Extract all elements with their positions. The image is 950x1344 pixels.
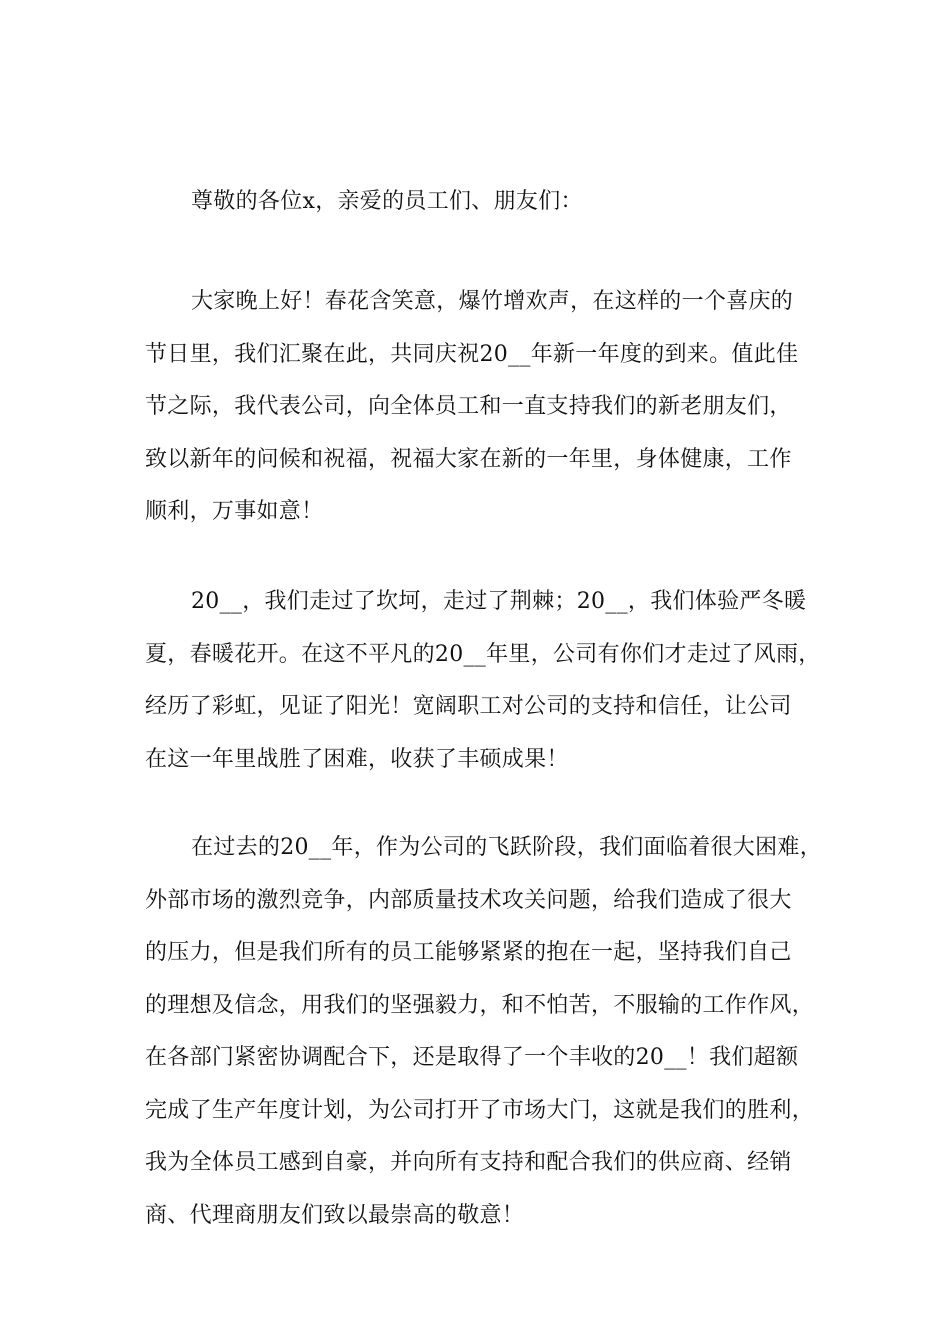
paragraph-line: 我为全体员工感到自豪，并向所有支持和配合我们的供应商、经销 bbox=[145, 1150, 792, 1175]
paragraph-line: 致以新年的问候和祝福，祝福大家在新的一年里，身体健康，工作 bbox=[145, 446, 792, 472]
paragraph-line: 顺利，万事如意！ bbox=[145, 499, 324, 524]
paragraph-line: 节日里，我们汇聚在此，共同庆祝20__年新一年度的到来。值此佳 bbox=[145, 341, 799, 367]
salutation bbox=[145, 176, 810, 229]
paragraph-line: 商、代理商朋友们致以最崇高的敬意！ bbox=[145, 1202, 525, 1228]
paragraph-line: 经历了彩虹，见证了阳光！宽阔职工对公司的支持和信任，让公司 bbox=[145, 694, 792, 719]
paragraph-line: 夏，春暖花开。在这不平凡的20__年里，公司有你们才走过了风雨， bbox=[145, 641, 821, 667]
paragraph-line: 大家晚上好！春花含笑意，爆竹增欢声，在这样的一个喜庆的 bbox=[191, 289, 794, 314]
paragraph-line: 完成了生产年度计划，为公司打开了市场大门，这就是我们的胜利， bbox=[145, 1097, 815, 1123]
paragraph-2 bbox=[145, 576, 821, 786]
salutation-line: 尊敬的各位x，亲爱的员工们、朋友们： bbox=[191, 189, 583, 214]
paragraph-line: 在过去的20__年，作为公司的飞跃阶段，我们面临着很大困难， bbox=[191, 835, 822, 860]
paragraph-line: 外部市场的激烈竞争，内部质量技术攻关问题，给我们造成了很大 bbox=[145, 887, 792, 913]
paragraph-3 bbox=[145, 822, 822, 1242]
paragraph-line: 20__，我们走过了坎坷，走过了荆棘；20__，我们体验严冬暖 bbox=[191, 589, 807, 614]
paragraph-line: 节之际，我代表公司，向全体员工和一直支持我们的新老朋友们， bbox=[145, 394, 792, 419]
paragraph-line: 的理想及信念，用我们的坚强毅力，和不怕苦，不服输的工作作风， bbox=[145, 992, 815, 1018]
paragraph-line: 的压力，但是我们所有的员工能够紧紧的抱在一起，坚持我们自己 bbox=[145, 940, 792, 965]
paragraph-1 bbox=[145, 276, 810, 539]
paragraph-line: 在这一年里战胜了困难，收获了丰硕成果！ bbox=[145, 746, 569, 772]
paragraph-line: 在各部门紧密协调配合下，还是取得了一个丰收的20__！我们超额 bbox=[145, 1045, 799, 1070]
